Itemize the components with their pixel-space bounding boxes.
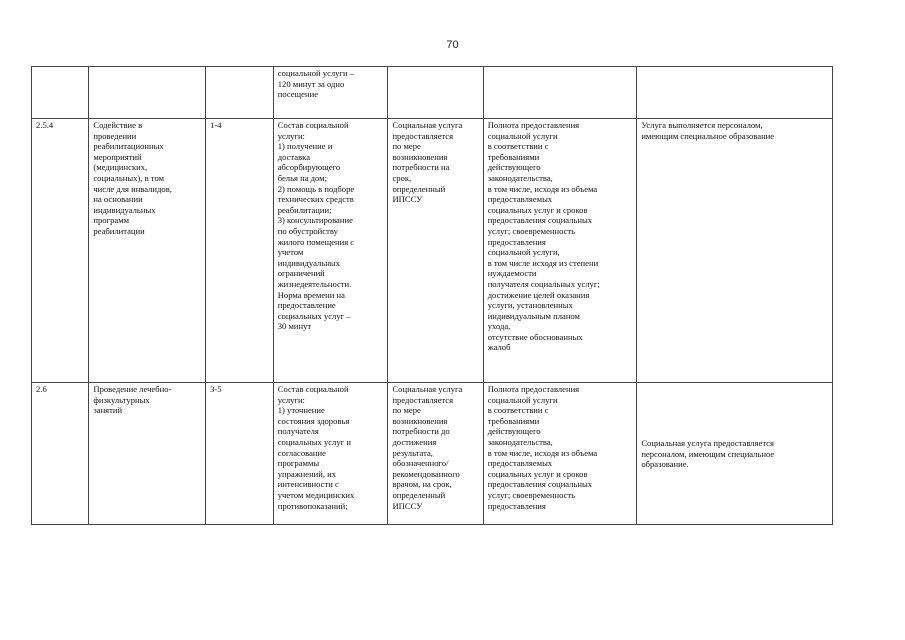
cell-conditions: Услуга выполняется персоналом, имеющим специальное образование [637,119,833,383]
page-number: 70 [446,39,459,51]
cell-period [206,67,274,119]
cell-number: 2.6 [32,383,89,525]
cell-number [32,67,89,119]
cell-period: 1-4 [206,119,274,383]
cell-service-name: Проведение лечебно- физкультурных занятий [89,383,206,525]
cell-deadline: Социальная услуга предоставляется по мере возникновения потребности до достижения результата, обозначенного/ рекомендованного врачом, на срок, определенный ИПССУ [388,383,483,525]
cell-quality: Полнота предоставления социальной услуги в соответствии с требованиями действующего законодательства, в том числе, исходя из объема предоставляемых социальных услуг и сроков предоставления социальных услуг; своевременность предоставления социальной услуги, в том числе исходя из степени нуждаемости получателя социальных услуг; достижение целей оказания услуги, установленных индивидуальным планом ухода, отсутствие обоснованных жалоб [483,119,637,383]
cell-period: 3-5 [206,383,274,525]
table-row [32,383,833,525]
cell-deadline: Социальная услуга предоставляется по мере возникновения потребности на срок, определенный ИПССУ [388,119,483,383]
cell-content: социальной услуги – 120 минут за одно посещение [273,67,388,119]
services-table [31,66,833,525]
cell-quality [483,67,637,119]
cell-content: Состав социальной услуги: 1) получение и доставка абсорбирующего белья на дом; 2) помощь в подборе технических средств реабилитации; 3) консультирование по обустройству жилого помещения с учетом индивидуальных ограничений жизнедеятельности. Норма времени на предоставление социальных услуг – 30 минут [273,119,388,383]
cell-content: Состав социальной услуги: 1) уточнение состояния здоровья получателя социальных услуг и согласование программы упражнений, их интенсивности с учетом медицинских противопоказаний; [273,383,388,525]
cell-service-name: Содействие в проведении реабилитационных мероприятий (медицинских, социальных), в том числе для инвалидов, на основании индивидуальных программ реабилитации [89,119,206,383]
cell-number: 2.5.4 [32,119,89,383]
cell-conditions: Социальная услуга предоставляется персоналом, имеющим специальное образование. [637,383,833,525]
cell-quality: Полнота предоставления социальной услуги в соответствии с требованиями действующего законодательства, в том числе, исходя из объема предоставляемых социальных услуг и сроков предоставления социальных услуг; своевременность предоставления [483,383,637,525]
table-row [32,67,833,119]
cell-deadline [388,67,483,119]
cell-conditions [637,67,833,119]
table-row [32,119,833,383]
cell-service-name [89,67,206,119]
